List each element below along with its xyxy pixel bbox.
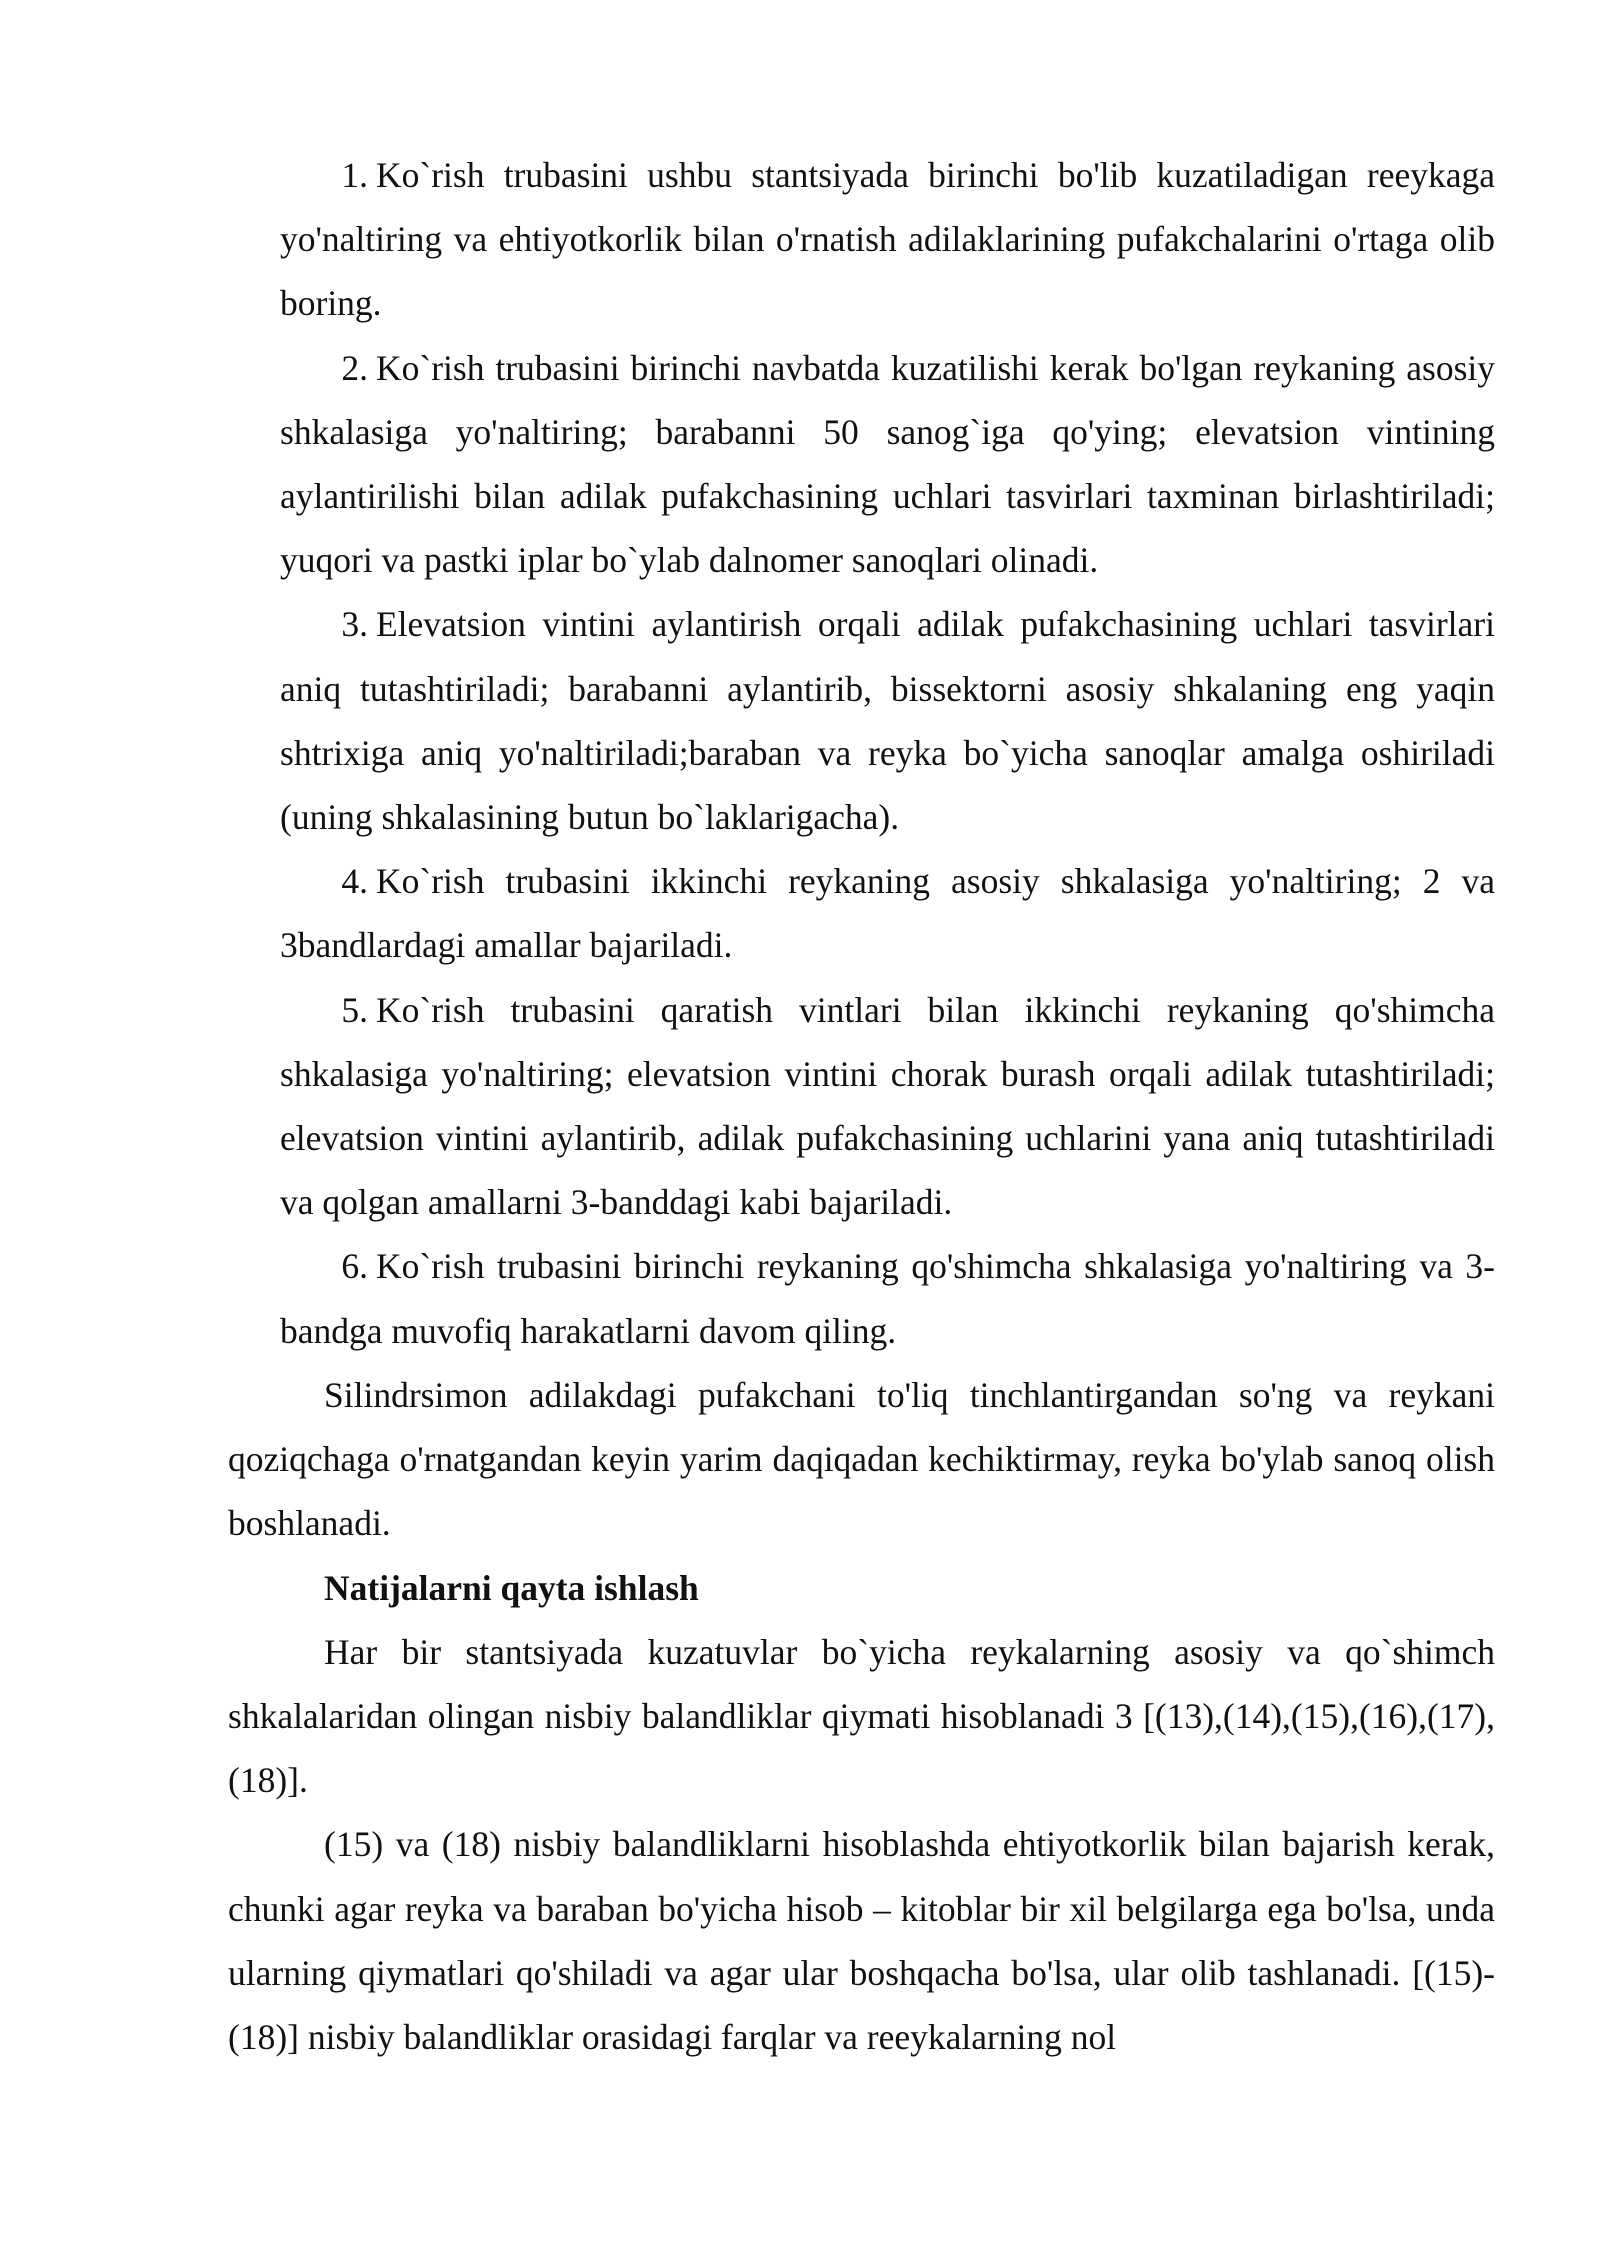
list-item-text: Ko`rish trubasini birinchi navbatda kuzatilishi kerak bo'lgan reykaning asosiy shkalasiga yo'naltiring; barabanni 50 sanog`iga qo'ying; elevatsion vintining aylantirilishi bilan adilak pufakchasining uchlari tasvirlari taxminan birlashtiriladi; yuqori va pastki iplar bo`ylab dalnomer sanoqlari olinadi. <box>280 347 1495 581</box>
list-item-5 <box>228 978 1495 1235</box>
section-heading: Natijalarni qayta ishlash <box>324 1567 699 1608</box>
list-item-text: Elevatsion vintini aylantirish orqali adilak pufakchasining uchlari tasvirlari aniq tutashtiriladi; barabanni aylantirib, bissektorni asosiy shkalaning eng yaqin shtrixiga aniq yo'naltiriladi;baraban va reyka bo`yicha sanoqlar amalga oshiriladi (uning shkalasining butun bo`laklarigacha). <box>280 604 1495 838</box>
paragraph: Har bir stantsiyada kuzatuvlar bo`yicha reykalarning asosiy va qo`shimch shkalalaridan olingan nisbiy balandliklar qiymati hisoblanadi 3 [(13),(14),(15),(16),(17),(18)]. <box>228 1631 1495 1801</box>
list-item-number: 4. <box>341 861 368 902</box>
list-item-text: Ko`rish trubasini ushbu stantsiyada birinchi bo'lib kuzatiladigan reeykaga yo'naltiring va ehtiyotkorlik bilan o'rnatish adilaklarining pufakchalarini o'rtaga olib boring. <box>280 155 1495 324</box>
list-item-1 <box>228 143 1495 336</box>
list-item-text: Ko`rish trubasini qaratish vintlari bilan ikkinchi reykaning qo'shimcha shkalasiga yo'naltiring; elevatsion vintini chorak burash orqali adilak tutashtiriladi; elevatsion vintini aylantirib, adilak pufakchasining uchlarini yana aniq tutashtiriladi va qolgan amallarni 3-banddagi kabi bajariladi. <box>280 989 1495 1223</box>
list-item-number: 1. <box>341 155 368 195</box>
list-item-text: Ko`rish trubasini ikkinchi reykaning asosiy shkalasiga yo'naltiring; 2 va 3bandlardagi amallar bajariladi. <box>280 861 1495 966</box>
list-item-4 <box>228 849 1495 977</box>
paragraph: (15) va (18) nisbiy balandliklarni hisoblashda ehtiyotkorlik bilan bajarish kerak, chunki agar reyka va baraban bo'yicha hisob – kitoblar bir xil belgilarga ega bo'lsa, unda ularning qiymatlari qo'shiladi va agar ular boshqacha bo'lsa, ular olib tashlanadi. [(15)-(18)] nisbiy balandliklar orasidagi farqlar va reeykalarning nol <box>228 1824 1495 2058</box>
list-item-6 <box>228 1234 1495 1362</box>
list-item-number: 5. <box>341 989 368 1030</box>
document-body <box>228 143 1495 1363</box>
list-item-2 <box>228 336 1495 593</box>
list-item-number: 6. <box>341 1246 368 1287</box>
paragraph: Silindrsimon adilakdagi pufakchani to'liq tinchlantirgandan so'ng va reykani qoziqchaga o'rnatgandan keyin yarim daqiqadan kechiktirmay, reyka bo'ylab sanoq olish boshlanadi. <box>228 1375 1495 1544</box>
document-body-paragraphs <box>228 1363 1495 2069</box>
list-item-text: Ko`rish trubasini birinchi reykaning qo'shimcha shkalasiga yo'naltiring va 3-bandga muvofiq harakatlarni davom qiling. <box>280 1246 1495 1351</box>
list-item-number: 2. <box>341 347 368 388</box>
list-item-3 <box>228 592 1495 849</box>
list-item-number: 3. <box>341 604 368 645</box>
